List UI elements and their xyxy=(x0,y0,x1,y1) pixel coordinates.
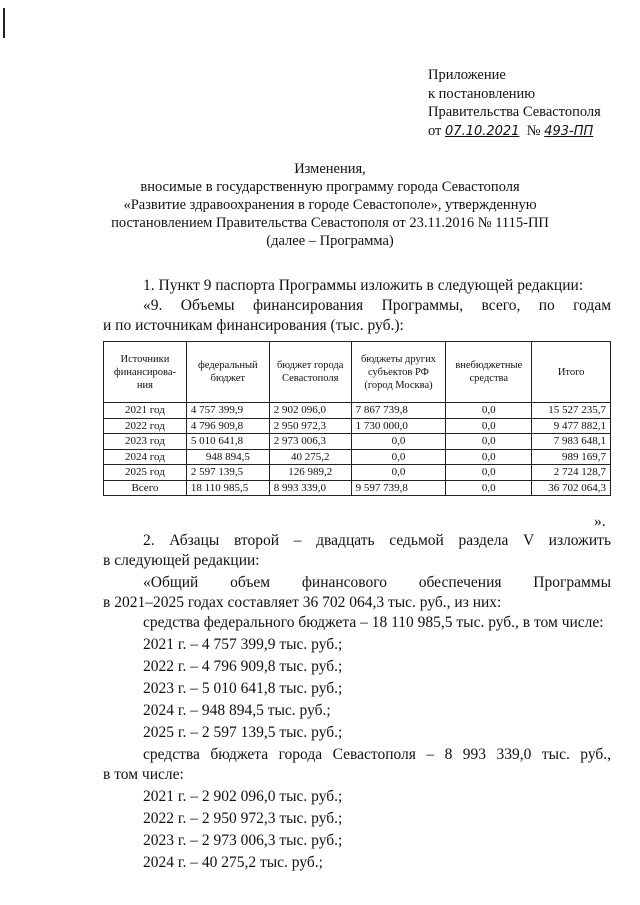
word: – xyxy=(293,532,302,549)
cell-extra: 0,0 xyxy=(446,465,532,481)
cell-total: 989 169,7 xyxy=(532,449,611,465)
word: бюджета xyxy=(210,746,269,763)
federal-year-line: 2022 г. – 4 796 909,8 тыс. руб.; xyxy=(143,658,343,675)
word: Севастополя xyxy=(332,746,416,763)
city-year-line: 2022 г. – 2 950 972,3 тыс. руб.; xyxy=(143,810,343,827)
word: финансового xyxy=(301,574,387,591)
cell-city: 2 973 006,3 xyxy=(269,434,351,450)
title-line: «Развитие здравоохранения в городе Севастополе», утвержденную xyxy=(123,197,537,213)
cell-city: 2 950 972,3 xyxy=(269,418,351,434)
cell-extra: 0,0 xyxy=(446,434,532,450)
section2-quote-line2: в 2021–2025 годах составляет 36 702 064,3 тыс. руб., из них: xyxy=(103,594,502,611)
word: руб., xyxy=(580,746,612,763)
cell-total: 2 724 128,7 xyxy=(532,465,611,481)
table-row xyxy=(104,434,611,450)
word: Объемы xyxy=(180,297,235,314)
cell-federal: 4 796 909,8 xyxy=(186,418,269,434)
table-row xyxy=(104,465,611,481)
section2-heading-line2: в следующей редакции: xyxy=(103,552,260,569)
word: по xyxy=(538,297,555,314)
header-total: Итого xyxy=(532,342,611,403)
cell-other: 9 597 739,8 xyxy=(351,480,446,496)
header-federal: федеральный бюджет xyxy=(186,342,269,403)
word: – xyxy=(426,746,435,763)
table-total-row xyxy=(104,480,611,496)
section2-heading xyxy=(143,531,611,551)
city-year-line: 2023 г. – 2 973 006,3 тыс. руб.; xyxy=(143,832,343,849)
table-closing-quote: ». xyxy=(594,513,606,530)
cell-federal: 5 010 641,8 xyxy=(186,434,269,450)
date-prefix: от xyxy=(428,122,442,139)
table-row xyxy=(104,403,611,419)
cell-year: 2024 год xyxy=(104,449,187,465)
federal-year-line: 2023 г. – 5 010 641,8 тыс. руб.; xyxy=(143,680,343,697)
cell-year: 2025 год xyxy=(104,465,187,481)
section1-heading: 1. Пункт 9 паспорта Программы изложить в следующей редакции: xyxy=(143,277,584,294)
cell-extra: 0,0 xyxy=(446,480,532,496)
federal-year-line: 2021 г. – 4 757 399,9 тыс. руб.; xyxy=(143,636,343,653)
handwritten-date: 07.10.2021 xyxy=(445,123,520,139)
number-prefix: № xyxy=(526,122,541,139)
appendix-line: Правительства Севастополя xyxy=(428,104,601,120)
cell-city: 126 989,2 xyxy=(269,465,351,481)
cell-city: 40 275,2 xyxy=(269,449,351,465)
title-line: (далее – Программа) xyxy=(266,233,394,249)
scan-edge-mark xyxy=(3,8,5,38)
cell-year: 2021 год xyxy=(104,403,187,419)
cell-extra: 0,0 xyxy=(446,418,532,434)
cell-city: 2 902 096,0 xyxy=(269,403,351,419)
section1-quote-line2: и по источникам финансирования (тыс. руб.): xyxy=(103,317,404,334)
title-line: вносимые в государственную программу города Севастополя xyxy=(140,179,520,195)
cell-federal: 2 597 139,5 xyxy=(186,465,269,481)
section2-quote-line1 xyxy=(143,573,611,593)
cell-total: 36 702 064,3 xyxy=(532,480,611,496)
word: двадцать xyxy=(316,532,375,549)
cell-other: 0,0 xyxy=(351,449,446,465)
document-title xyxy=(80,160,580,250)
word: изложить xyxy=(548,532,612,549)
handwritten-number: 493-ПП xyxy=(544,123,594,139)
header-other-regions: бюджеты других субъектов РФ (город Москва) xyxy=(351,342,446,403)
appendix-date-line xyxy=(428,122,601,142)
federal-year-line: 2024 г. – 948 894,5 тыс. руб.; xyxy=(143,702,331,719)
cell-city: 8 993 339,0 xyxy=(269,480,351,496)
city-intro-line1 xyxy=(143,745,611,765)
word: годам xyxy=(573,297,612,314)
word: финансирования xyxy=(252,297,364,314)
cell-other: 0,0 xyxy=(351,434,446,450)
cell-other: 1 730 000,0 xyxy=(351,418,446,434)
cell-extra: 0,0 xyxy=(446,403,532,419)
cell-total: 15 527 235,7 xyxy=(532,403,611,419)
section1-quote-line1 xyxy=(143,296,611,316)
word: 8 993 339,0 xyxy=(444,746,532,763)
header-city: бюджет города Севастополя xyxy=(269,342,351,403)
word: Программы xyxy=(533,574,611,591)
word: Программы, xyxy=(381,297,464,314)
federal-intro: средства федерального бюджета – 18 110 985,5 тыс. руб., в том числе: xyxy=(143,614,604,631)
title-line: Изменения, xyxy=(294,161,366,177)
table-row xyxy=(104,418,611,434)
cell-extra: 0,0 xyxy=(446,449,532,465)
financing-table xyxy=(103,341,611,496)
cell-federal: 948 894,5 xyxy=(186,449,269,465)
cell-total: 7 983 648,1 xyxy=(532,434,611,450)
word: «9. xyxy=(143,297,163,314)
cell-federal: 4 757 399,9 xyxy=(186,403,269,419)
appendix-line: к постановлению xyxy=(428,85,536,102)
word: второй xyxy=(234,532,280,549)
title-line: постановлением Правительства Севастополя от 23.11.2016 № 1115-ПП xyxy=(111,215,549,231)
word: города xyxy=(278,746,323,763)
header-sources: Источники финансирова-ния xyxy=(104,342,187,403)
table-row xyxy=(104,449,611,465)
word: обеспечения xyxy=(418,574,502,591)
word: средства xyxy=(143,746,200,763)
word: тыс. xyxy=(541,746,570,763)
city-year-line: 2021 г. – 2 902 096,0 тыс. руб.; xyxy=(143,788,343,805)
word: раздела xyxy=(458,532,509,549)
city-year-line: 2024 г. – 40 275,2 тыс. руб.; xyxy=(143,854,323,871)
word: седьмой xyxy=(389,532,444,549)
cell-year: 2022 год xyxy=(104,418,187,434)
appendix-block xyxy=(428,66,601,141)
header-extrabudget: внебюджетные средства xyxy=(446,342,532,403)
cell-other: 0,0 xyxy=(351,465,446,481)
word: всего, xyxy=(481,297,521,314)
cell-year: 2023 год xyxy=(104,434,187,450)
cell-total: 9 477 882,1 xyxy=(532,418,611,434)
word: «Общий xyxy=(143,574,199,591)
city-intro-line2: в том числе: xyxy=(103,766,184,783)
table-header-row xyxy=(104,342,611,403)
cell-federal: 18 110 985,5 xyxy=(186,480,269,496)
word: объем xyxy=(230,574,271,591)
appendix-line: Приложение xyxy=(428,67,506,83)
word: V xyxy=(523,532,534,549)
cell-other: 7 867 739,8 xyxy=(351,403,446,419)
cell-year: Всего xyxy=(104,480,187,496)
word: 2. Абзацы xyxy=(143,532,220,549)
federal-year-line: 2025 г. – 2 597 139,5 тыс. руб.; xyxy=(143,724,343,741)
